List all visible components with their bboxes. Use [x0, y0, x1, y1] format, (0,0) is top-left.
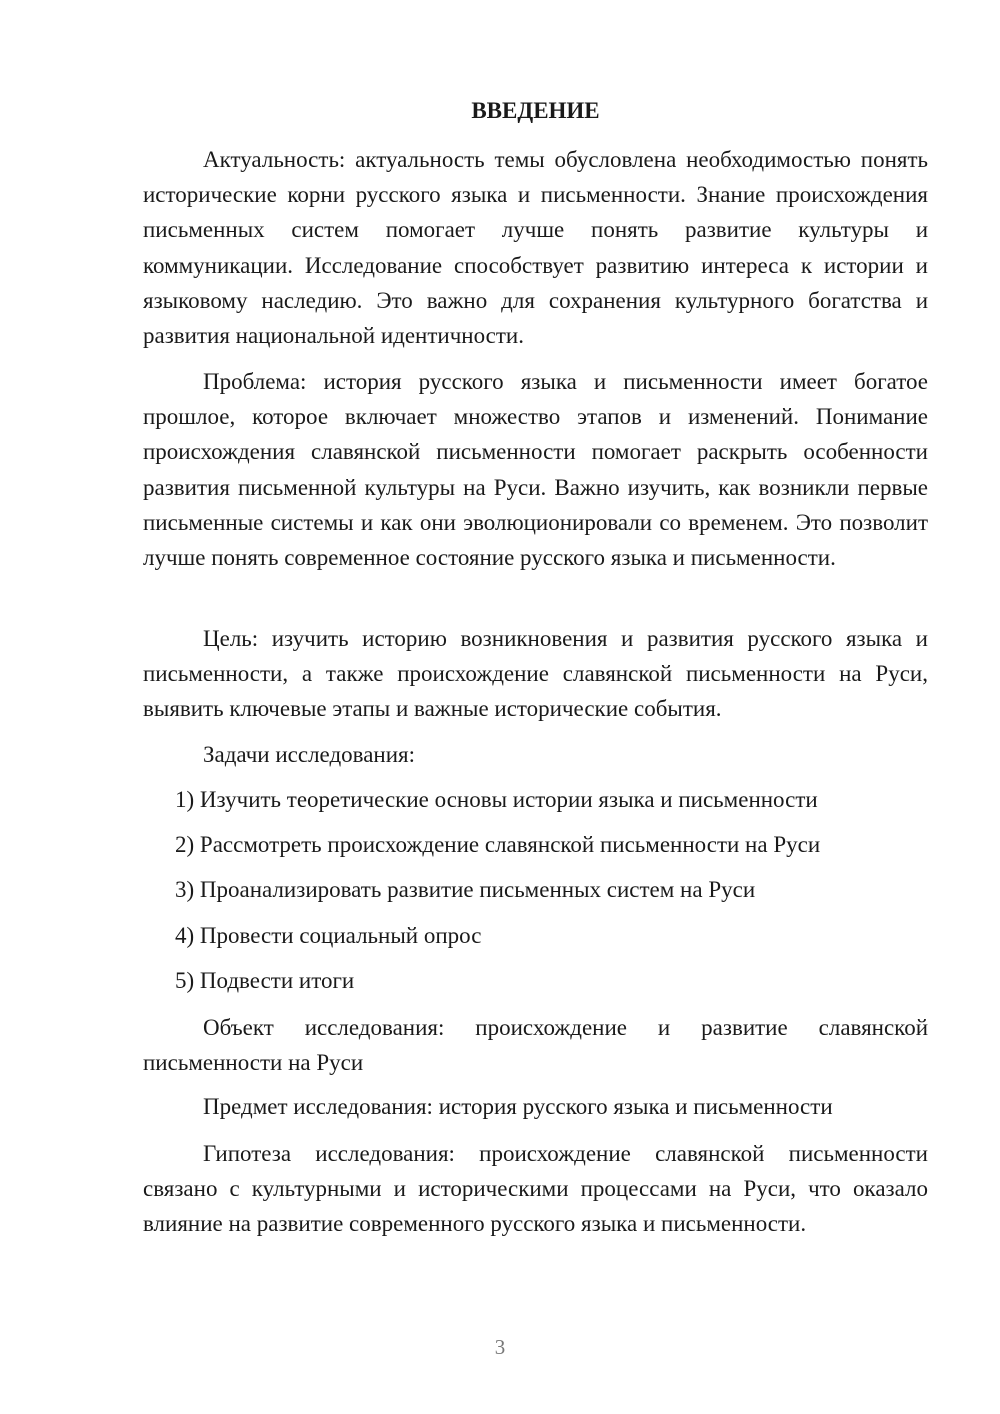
- tasks-heading: Задачи исследования:: [203, 742, 416, 767]
- subject-paragraph: Предмет исследования: история русского языка и письменности: [203, 1094, 833, 1119]
- page-title: ВВЕДЕНИЕ: [471, 98, 600, 123]
- task-item: 1) Изучить теоретические основы истории языка и письменности: [175, 787, 818, 812]
- hypothesis-paragraph: Гипотеза исследования: происхождение славянской письменности связано с культурными и историческими процессами на Руси, что оказало влияние на развитие современного русского языка и письменности.: [143, 1141, 928, 1237]
- task-item: 5) Подвести итоги: [175, 968, 355, 993]
- task-item: 3) Проанализировать развитие письменных систем на Руси: [175, 877, 756, 902]
- page-number: 3: [494, 1335, 506, 1359]
- task-item: 4) Провести социальный опрос: [175, 923, 482, 948]
- object-paragraph: Объект исследования: происхождение и развитие славянской письменности на Руси: [143, 1015, 928, 1076]
- relevance-paragraph: Актуальность: актуальность темы обусловлена необходимостью понять исторические корни русского языка и письменности. Знание происхождения письменных систем помогает лучше понять развитие культуры и коммуникации. Исследование способствует развитию интереса к истории и языковому наследию. Это важно для сохранения культурного богатства и развития национальной идентичности.: [143, 147, 928, 349]
- goal-paragraph: Цель: изучить историю возникновения и развития русского языка и письменности, а также происхождение славянской письменности на Руси, выявить ключевые этапы и важные исторические события.: [143, 626, 928, 722]
- problem-paragraph: Проблема: история русского языка и письменности имеет богатое прошлое, которое включает множество этапов и изменений. Понимание происхождения славянской письменности помогает раскрыть особенности развития письменной культуры на Руси. Важно изучить, как возникли первые письменные системы и как они эволюционировали со временем. Это позволит лучше понять современное состояние русского языка и письменности.: [143, 369, 928, 571]
- task-item: 2) Рассмотреть происхождение славянской письменности на Руси: [175, 832, 821, 857]
